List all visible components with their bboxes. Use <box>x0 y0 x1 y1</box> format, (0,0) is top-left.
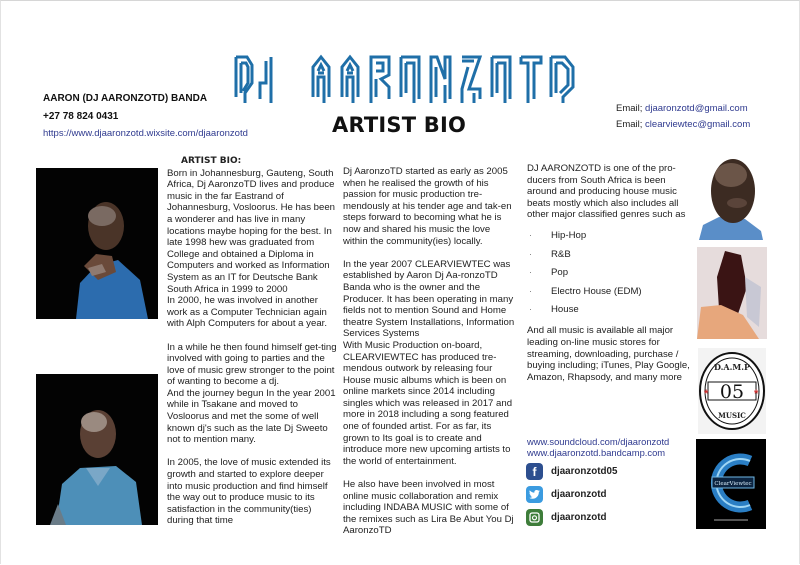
social-list <box>526 460 617 529</box>
genre-item: · R&B <box>529 248 571 260</box>
bio-paragraph: With Music Production on-board, CLEARVIEWTEC has produced tre-mendous outwork by releasing four House music albums which is been on online markets since 2014 including singles which was released in 2017 and more in 2018 including a song featured one of founded artist. For as far, its grown to Its goal is to create and introduce more new upcoming artists to the world of entertainment. <box>343 339 513 467</box>
bullet-icon: · <box>529 267 532 278</box>
twitter-bird-icon <box>529 490 540 499</box>
twitter-icon <box>526 486 543 503</box>
email-row <box>616 101 750 117</box>
svg-text:MUSIC: MUSIC <box>718 411 746 420</box>
soundcloud-link[interactable]: www.soundcloud.com/djaaronzotd <box>527 436 670 447</box>
bullet-icon: · <box>529 285 532 296</box>
social-instagram[interactable] <box>526 506 617 529</box>
email-label: Email; <box>616 103 643 114</box>
genres-intro: DJ AARONZOTD is one of the pro-ducers from South Africa is been around and producing house music beats mostly which also includes all other major classified genres such as <box>527 163 686 221</box>
social-facebook[interactable] <box>526 460 617 483</box>
social-handle: djaaronzotd <box>551 489 607 500</box>
portrait-image-icon <box>697 153 765 240</box>
bio-paragraph: He also have been involved in most online music collaboration and remix including INDABA MUSIC with some of the remixes such as Lira Be Abut You Dj AaronzoTD <box>343 479 514 537</box>
bio-paragraph: In 2005, the love of music extended its growth and started to explore deeper into music production and find himself the way out to produce music to its satisfaction in the community(ties) during that time <box>167 457 331 527</box>
bio-column-1 <box>167 156 339 527</box>
music-links <box>527 436 669 458</box>
portrait-image-icon <box>697 247 767 339</box>
clearviewtec-c-logo-icon <box>696 439 766 529</box>
svg-text:*: * <box>704 388 709 400</box>
logo-title <box>233 53 578 105</box>
website-link[interactable]: https://www.djaaronzotd.wixsite.com/djaaronzotd <box>43 128 248 139</box>
bio-paragraph: Dj AaronzoTD started as early as 2005 when he realised the growth of his passion for music production tre-mendously at his tender age and tak-en steps forward to becoming what he is now and shared his music the love within the community(ies) locally. <box>343 166 512 247</box>
social-twitter[interactable] <box>526 483 617 506</box>
bio-paragraph: In a while he then found himself get-ting involved with going to parties and the love of music grew stronger to the point of wanting to become a dj. <box>167 341 337 388</box>
page-heading: ARTIST BIO <box>332 113 467 137</box>
artist-photo-3 <box>697 153 765 240</box>
artist-photo-2 <box>36 374 158 525</box>
bio-column-2 <box>343 166 515 537</box>
email-link[interactable]: clearviewtec@gmail.com <box>645 119 751 130</box>
bio-paragraph: And the journey begun In the year 2001 while in Tsakane and moved to Vosloorus and met the some of well known dj's such as the late Dj Sweeto not to mention many. <box>167 387 336 446</box>
bio-paragraph: In the year 2007 CLEARVIEWTEC was established by Aaron Dj Aa-ronzoTD Banda who is the owner and the Producer. It has been operating in many fields not to mention Sound and Home theatre System Installations, Information Services Systems <box>343 258 515 340</box>
instagram-icon <box>526 509 543 526</box>
contact-name: AARON (DJ AARONZOTD) BANDA <box>43 93 208 104</box>
genre-item: · Pop <box>529 267 569 279</box>
bio-paragraph: In 2000, he was involved in another work as a Computer Technician again with Alph Computers for about a year. <box>167 295 327 330</box>
email-row <box>616 117 750 133</box>
clearviewtec-logo <box>696 439 766 529</box>
svg-text:05: 05 <box>719 381 745 403</box>
camera-icon <box>529 512 540 523</box>
bio-paragraph: Born in Johannesburg, Gauteng, South Africa, Dj AaronzoTD lives and produce music in the far Eastrand of Johannesburg, Vosloorus. He has been a wonderer and has live in many locations maybe hoping for the best. In late 1998 hew was graduated from College and obtained a Diploma in Computers and worked as Information System as an IT for Deutsche Bank South Africa in 1999 to 2000 <box>167 167 336 295</box>
svg-text:D.A.M.P: D.A.M.P <box>713 362 751 372</box>
bio-label: ARTIST BIO: <box>181 156 242 166</box>
bullet-icon: · <box>529 230 532 241</box>
dj-aaronzotd-logo-icon <box>233 53 578 105</box>
availability-text: And all music is available all major leading on-line music stores for streaming, downloading, purchase / buying including; iTunes, Play Google, Amazon, Rhapsody, and many more <box>527 325 690 383</box>
portrait-image-icon <box>36 374 158 525</box>
email-label: Email; <box>616 119 643 130</box>
artist-photo-4 <box>697 247 767 339</box>
svg-text:*: * <box>754 388 759 400</box>
bullet-icon: · <box>529 304 532 315</box>
genre-list <box>527 227 691 320</box>
portrait-image-icon <box>36 168 158 319</box>
email-link[interactable]: djaaronzotd@gmail.com <box>645 103 748 114</box>
svg-text:ClearViewtec: ClearViewtec <box>714 481 752 487</box>
social-handle: djaaronzotd05 <box>551 466 618 477</box>
social-handle: djaaronzotd <box>551 512 607 523</box>
email-list <box>616 101 750 133</box>
facebook-icon: f <box>526 463 543 480</box>
bullet-icon: · <box>529 248 532 259</box>
contact-phone: +27 78 824 0431 <box>43 111 119 122</box>
genre-item: · Hip-Hop <box>529 230 587 242</box>
genre-item: · House <box>529 304 579 316</box>
badge-logo-icon <box>698 348 766 434</box>
genre-item: · Electro House (EDM) <box>529 285 642 297</box>
bio-column-3 <box>527 163 691 383</box>
damp-music-logo <box>698 348 766 434</box>
bandcamp-link[interactable]: www.djaaronzotd.bandcamp.com <box>527 447 666 458</box>
artist-photo-1 <box>36 168 158 319</box>
